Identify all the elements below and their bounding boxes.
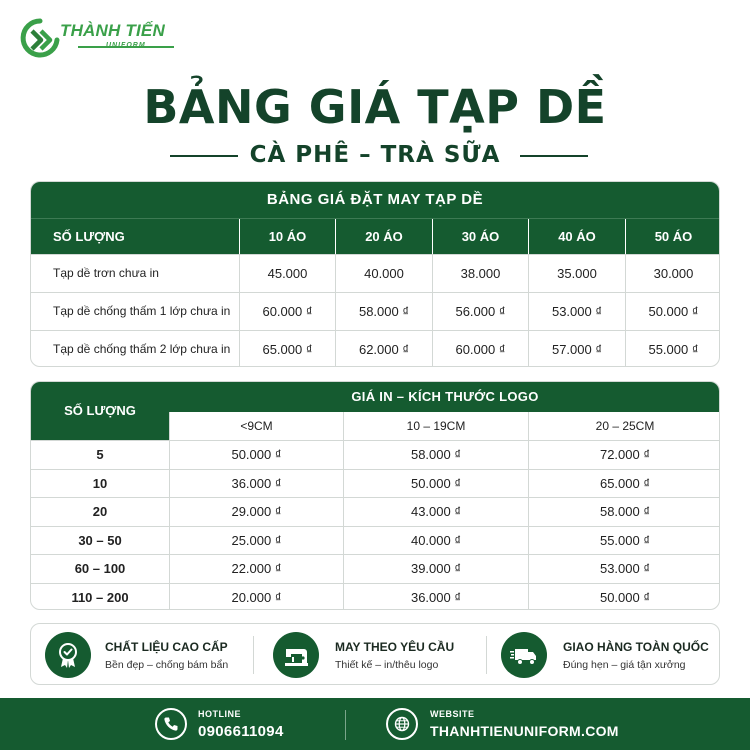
price-cell: 43.000 ₫: [343, 498, 528, 526]
row-label: Tạp dề chống thấm 1 lớp chưa in: [53, 304, 231, 318]
feature-title: MAY THEO YÊU CẦU: [335, 640, 455, 654]
table-row: [31, 583, 719, 611]
brand-name: THÀNH TIẾN: [60, 21, 165, 40]
price-cell: 55.000 ₫: [625, 331, 720, 367]
price-cell: 45.000: [239, 255, 335, 292]
price-cell: 35.000: [528, 255, 625, 292]
table-row: [31, 254, 719, 292]
feature-item: [31, 624, 256, 686]
price-cell: 62.000 ₫: [335, 331, 432, 367]
subtitle-row: [0, 142, 750, 172]
sewing-table-heading: BẢNG GIÁ ĐẶT MAY TẠP DỀ: [31, 182, 719, 218]
table-row: [31, 554, 719, 583]
row-label: Tạp dề trơn chưa in: [53, 266, 159, 280]
feature-strip: [30, 623, 720, 685]
subtitle-line-right: [520, 155, 588, 157]
feature-item: [493, 624, 719, 686]
page-title: BẢNG GIÁ TẠP DỀ: [143, 80, 607, 134]
price-cell: 38.000: [432, 255, 528, 292]
logo-mark-icon: [20, 18, 60, 60]
price-cell: 50.000 ₫: [343, 470, 528, 498]
hotline-number[interactable]: 0906611094: [198, 723, 284, 740]
price-cell: 36.000 ₫: [343, 584, 528, 611]
price-cell: 22.000 ₫: [169, 555, 343, 583]
price-cell: 60.000 ₫: [239, 293, 335, 330]
price-cell: 53.000 ₫: [528, 555, 720, 583]
table-row: [31, 526, 719, 555]
feature-divider: [253, 636, 254, 674]
feature-divider: [486, 636, 487, 674]
price-cell: 40.000 ₫: [343, 527, 528, 555]
sewing-table-header-row: [31, 218, 719, 254]
globe-icon[interactable]: [386, 708, 418, 740]
price-cell: 60.000 ₫: [432, 331, 528, 367]
footer-divider: [345, 710, 346, 740]
quantity-header: SỐ LƯỢNG: [31, 382, 169, 440]
brand-tagline: UNIFORM: [106, 42, 146, 49]
logo-size-group-header: GIÁ IN – KÍCH THƯỚC LOGO: [169, 382, 720, 412]
price-cell: 58.000 ₫: [335, 293, 432, 330]
price-cell: 55.000 ₫: [528, 527, 720, 555]
print-price-table: [30, 381, 720, 610]
feature-subtitle: Bền đẹp – chống bám bẩn: [105, 659, 229, 671]
price-cell: 50.000 ₫: [528, 584, 720, 611]
column-header: SỐ LƯỢNG: [53, 229, 125, 244]
price-cell: 36.000 ₫: [169, 470, 343, 498]
size-header: <9CM: [169, 412, 343, 440]
sewing-machine-icon: [273, 632, 319, 678]
footer-bar: [0, 698, 750, 750]
quality-badge-icon: [45, 632, 91, 678]
quantity-cell: 5: [96, 447, 104, 462]
column-header: 10 ÁO: [239, 219, 335, 254]
column-header: 40 ÁO: [528, 219, 625, 254]
page-subtitle: CÀ PHÊ – TRÀ SỮA: [249, 142, 501, 168]
logo-size-headers: [169, 412, 720, 440]
row-label: Tạp dề chống thấm 2 lớp chưa in: [53, 342, 231, 356]
website-link[interactable]: THANHTIENUNIFORM.COM: [430, 723, 619, 739]
price-cell: 29.000 ₫: [169, 498, 343, 526]
price-cell: 30.000: [625, 255, 720, 292]
hotline-label: HOTLINE: [198, 709, 241, 719]
size-header: 20 – 25CM: [528, 412, 720, 440]
price-cell: 53.000 ₫: [528, 293, 625, 330]
price-cell: 39.000 ₫: [343, 555, 528, 583]
price-cell: 65.000 ₫: [239, 331, 335, 367]
brand-logo: [20, 18, 180, 62]
feature-subtitle: Thiết kế – in/thêu logo: [335, 659, 439, 671]
quantity-cell: 10: [92, 475, 108, 491]
table-row: [31, 330, 719, 367]
price-cell: 40.000: [335, 255, 432, 292]
feature-title: GIAO HÀNG TOÀN QUỐC: [563, 640, 709, 654]
price-cell: 57.000 ₫: [528, 331, 625, 367]
quantity-cell: 110 – 200: [71, 589, 129, 605]
sewing-price-table: [30, 181, 720, 367]
price-cell: 56.000 ₫: [432, 293, 528, 330]
delivery-truck-icon: [501, 632, 547, 678]
size-header: 10 – 19CM: [343, 412, 528, 440]
table-row: [31, 497, 719, 526]
table-row: [31, 440, 719, 469]
price-cell: 25.000 ₫: [169, 527, 343, 555]
print-table-header: [31, 382, 719, 440]
column-header: 20 ÁO: [335, 219, 432, 254]
price-cell: 58.000 ₫: [528, 498, 720, 526]
website-label: WEBSITE: [430, 709, 475, 719]
phone-icon[interactable]: [155, 708, 187, 740]
column-header: 30 ÁO: [432, 219, 528, 254]
column-header: 50 ÁO: [625, 219, 720, 254]
price-cell: 50.000 ₫: [169, 441, 343, 469]
quantity-cell: 60 – 100: [74, 561, 126, 576]
feature-item: [263, 624, 488, 686]
price-cell: 20.000 ₫: [169, 584, 343, 611]
price-cell: 65.000 ₫: [528, 470, 720, 498]
feature-subtitle: Đúng hẹn – giá tận xưởng: [563, 659, 686, 671]
quantity-cell: 20: [92, 504, 108, 519]
price-cell: 72.000 ₫: [528, 441, 720, 469]
price-cell: 50.000 ₫: [625, 293, 720, 330]
table-row: [31, 292, 719, 330]
price-cell: 58.000 ₫: [343, 441, 528, 469]
table-row: [31, 469, 719, 498]
feature-title: CHẤT LIỆU CAO CẤP: [105, 640, 228, 654]
quantity-cell: 30 – 50: [78, 532, 122, 548]
